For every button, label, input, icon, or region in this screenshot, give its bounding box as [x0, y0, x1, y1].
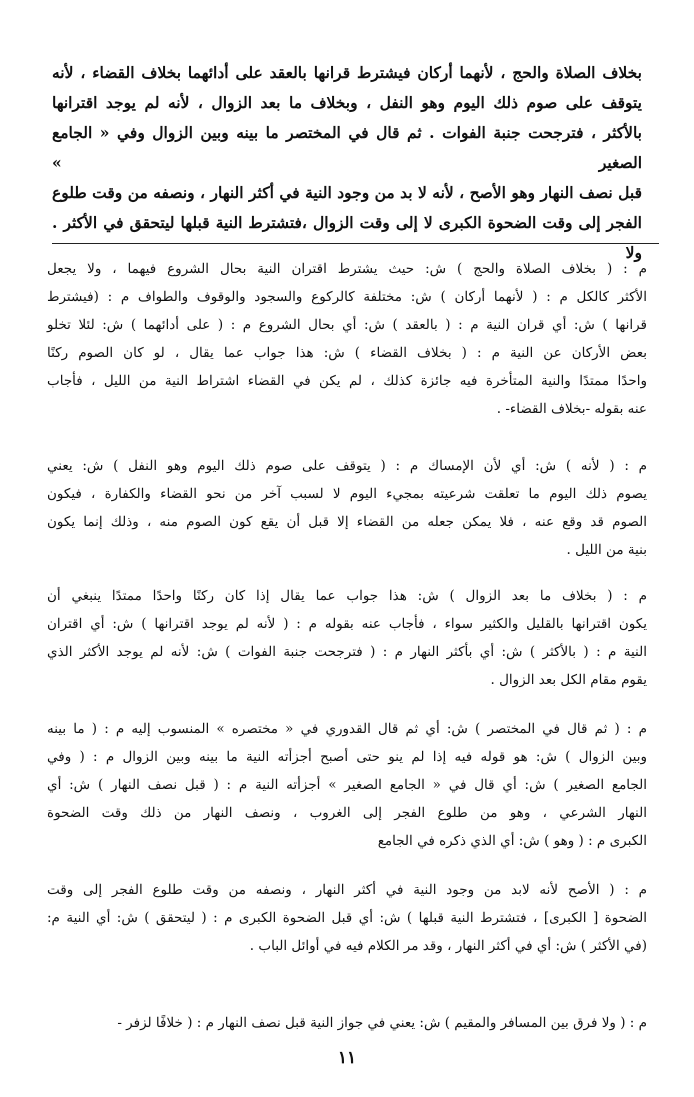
- main-line: يتوقف على صوم ذلك اليوم وهو النفل ، وبخلاف ما بعد الزوال ، لأنه لم يوجد اقترانها: [52, 93, 642, 112]
- separator-rule: [52, 243, 659, 244]
- commentary-line: م : ( ثم قال في المختصر ) ش: أي ثم قال القدوري في « مختصره » المنسوب إليه م : ( ما بينه: [47, 721, 647, 737]
- commentary-line: م : ( الأصح لأنه لابد من وجود النية في أكثر النهار ، ونصفه من وقت طلوع الفجر إلى وقت: [47, 882, 647, 898]
- commentary-line: الأكثر كالكل م : ( لأنهما أركان ) ش: مختلفة كالركوع والسجود والوقوف والطواف م : (فيشترط: [47, 289, 647, 305]
- commentary-line: م : ( لأنه ) ش: أي لأن الإمساك م : ( يتوقف على صوم ذلك اليوم وهو النفل ) ش: يعني: [47, 458, 647, 474]
- commentary-line: يصوم ذلك اليوم ما تعلقت شرعيته بمجيء اليوم لا لسبب آخر من نحو القضاء والكفارة ، فيكون: [47, 486, 647, 502]
- commentary-paragraph: [47, 1009, 647, 1037]
- page-number: ١١: [337, 1048, 357, 1068]
- commentary-line: م : ( بخلاف الصلاة والحج ) ش: حيث يشترط اقتران النية بحال الشروع فيهما ، ولا يجعل: [47, 261, 647, 277]
- commentary-line: واحدًا ممتدًا والنية المتأخرة فيه جائزة كذلك ، لم يكن في القضاء اشتراط النية من الليل ، فأجاب: [47, 373, 647, 389]
- main-line: قبل نصف النهار وهو الأصح ، لأنه لا بد من وجود النية في أكثر النهار ، ونصفه من وقت طلوع: [52, 183, 642, 202]
- commentary-paragraph: [47, 255, 647, 423]
- commentary-line: يكون اقترانها بالقليل والكثير سواء ، فأجاب عنه بقوله م : ( لأنه لم يوجد اقترانها ) ش: أي اقتران: [47, 616, 647, 632]
- commentary-paragraph: [47, 876, 647, 960]
- commentary-line: يقوم مقام الكل بعد الزوال .: [490, 672, 647, 688]
- commentary-line: النهار الشرعي ، وهو من طلوع الفجر إلى الغروب ، ونصف النهار من ذلك وقت الضحوة: [47, 805, 647, 821]
- commentary-line: بنية من الليل .: [566, 542, 647, 558]
- commentary-line: الجامع الصغير ) ش: أي قال في « الجامع الصغير » أجزأته النية م : ( قبل نصف النهار ) ش: أي: [47, 777, 647, 793]
- commentary-line: عنه بقوله -بخلاف القضاء- .: [496, 401, 647, 417]
- commentary-line: الكبرى م : ( وهو ) ش: أي الذي ذكره في الجامع: [377, 833, 647, 849]
- commentary-line: وبين الزوال ) ش: هو قوله فيه إذا لم ينو حتى أصبح أجزأته النية ما بينه وبين الزوال م : ( وفي: [47, 749, 647, 765]
- main-line: بخلاف الصلاة والحج ، لأنهما أركان فيشترط قرانها بالعقد على أدائهما بخلاف القضاء ، لأنه: [52, 63, 642, 82]
- commentary-paragraph: [47, 715, 647, 855]
- main-line: الفجر إلى وقت الضحوة الكبرى لا إلى وقت الزوال ،فتشترط النية قبلها ليتحقق في الأكثر . ولا: [52, 213, 642, 262]
- commentary-line: النية م : ( بالأكثر ) ش: أي بأكثر النهار م : ( فترجحت جنبة الفوات ) ش: لأنه لم يوجد الأكثر الذي: [47, 644, 647, 660]
- commentary-line: بعض الأركان عن النية م : ( بخلاف القضاء ) ش: هذا جواب عما يقال ، لو كان الصوم ركنًا: [47, 345, 647, 361]
- commentary-line: (في الأكثر ) ش: أي في أكثر النهار ، وقد مر الكلام فيه في أوائل الباب .: [249, 938, 647, 954]
- main-text: [52, 58, 642, 268]
- commentary-paragraph: [47, 582, 647, 694]
- commentary-line: الصوم قد وقع عنه ، فلا يمكن جعله من القضاء إلا قبل أن يقع كون الصوم منه ، وذلك إنما يكون: [47, 514, 647, 530]
- commentary-line: م : ( ولا فرق بين المسافر والمقيم ) ش: يعني في جواز النية قبل نصف النهار م : ( خلافًا لزفر -: [117, 1015, 647, 1031]
- commentary-line: الضحوة [ الكبرى] ، فتشترط النية قبلها ) ش: أي قبل الضحوة الكبرى م : ( ليتحقق ) ش: أي النية م:: [47, 910, 647, 926]
- main-line: بالأكثر ، فترجحت جنبة الفوات . ثم قال في المختصر ما بينه وبين الزوال وفي « الجامع الصغير »: [52, 123, 642, 172]
- commentary-line: قرانها ) ش: أي قران النية م : ( بالعقد ) ش: أي بحال الشروع م : ( على أدائهما ) ش: لئلا تخلو: [47, 317, 647, 333]
- commentary-paragraph: [47, 452, 647, 564]
- commentary-line: م : ( بخلاف ما بعد الزوال ) ش: هذا جواب عما يقال إذا كان ركنًا واحدًا ممتدًا ينبغي أن: [47, 588, 647, 604]
